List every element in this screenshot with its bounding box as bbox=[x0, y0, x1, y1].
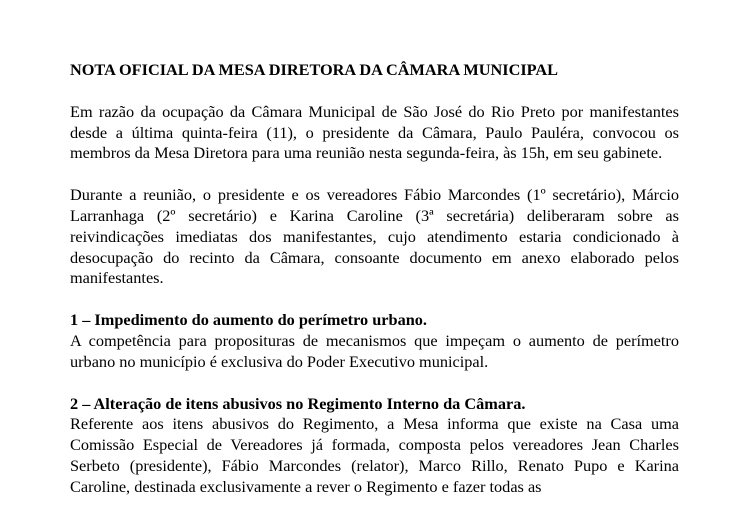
document-title: NOTA OFICIAL DA MESA DIRETORA DA CÂMARA MUNICIPAL bbox=[70, 60, 559, 79]
document-page bbox=[70, 60, 679, 519]
section-heading: 1 – Impedimento do aumento do perímetro urbano. bbox=[70, 310, 427, 330]
paragraph-occupation: Em razão da ocupação da Câmara Municipal de São José do Rio Preto por manifestantes desde a última quinta-feira (11), o presidente da Câmara, Paulo Pauléra, convocou os membros da Mesa Diretora para uma reunião nesta segunda-feira, às 15h, em seu gabinete. bbox=[70, 101, 679, 163]
paragraph-meeting: Durante a reunião, o presidente e os vereadores Fábio Marcondes (1º secretário), Márcio Larranhaga (2º secretário) e Karina Caroline (3ª secretária) deliberaram sobre as reivindicações imediatas dos manifestantes, cujo atendimento estaria condicionado à desocupação do recinto da Câmara, consoante documento em anexo elaborado pelos manifestantes. bbox=[70, 185, 679, 288]
section-urban-perimeter bbox=[70, 310, 679, 372]
section-heading: 2 – Alteração de itens abusivos no Regimento Interno da Câmara. bbox=[70, 393, 526, 413]
section-internal-regiment bbox=[70, 394, 679, 498]
section-body: Referente aos itens abusivos do Regimento, a Mesa informa que existe na Casa uma Comissão Especial de Vereadores já formada, composta pelos vereadores Jean Charles Serbeto (presidente), Fábio Marcondes (relator), Marco Rillo, Renato Pupo e Karina Caroline, destinada exclusivamente a rever o Regimento e fazer todas as bbox=[70, 414, 679, 496]
section-body: A competência para proposituras de mecanismos que impeçam o aumento de perímetro urbano no município é exclusiva do Poder Executivo municipal. bbox=[70, 330, 679, 371]
